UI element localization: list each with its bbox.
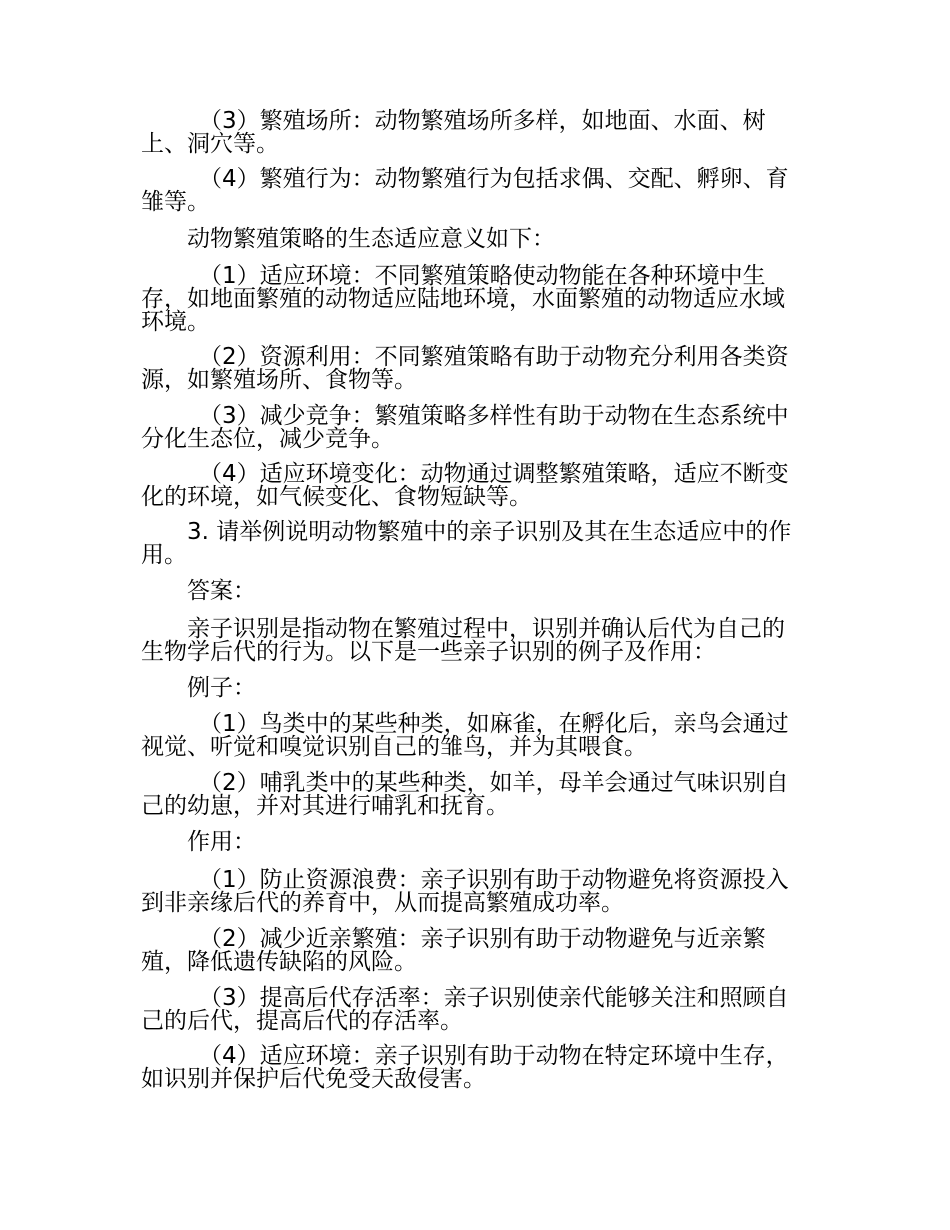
paragraph-breeding-site: （3）繁殖场所：动物繁殖场所多样，如地面、水面、树上、洞穴等。 [141,108,766,157]
function-reduce-inbreeding: （2）减少近亲繁殖：亲子识别有助于动物避免与近亲繁殖，降低遗传缺陷的风险。 [141,926,766,975]
paragraph-ecological-significance-heading: 动物繁殖策略的生态适应意义如下： [187,226,555,252]
paragraph-resource-use: （2）资源利用：不同繁殖策略有助于动物充分利用各类资源，如繁殖场所、食物等。 [141,344,789,393]
function-improve-survival: （3）提高后代存活率：亲子识别使亲代能够关注和照顾自己的后代，提高后代的存活率。 [141,985,789,1034]
paragraph-breeding-behavior: （4）繁殖行为：动物繁殖行为包括求偶、交配、孵卵、育雏等。 [141,166,789,215]
question-3: 3. 请举例说明动物繁殖中的亲子识别及其在生态适应中的作用。 [141,519,792,568]
paragraph-adapt-environment: （1）适应环境：不同繁殖策略使动物能在各种环境中生存，如地面繁殖的动物适应陆地环境，水面繁殖的动物适应水域环境。 [141,263,785,335]
answer-label: 答案： [187,578,256,604]
example-birds: （1）鸟类中的某些种类，如麻雀，在孵化后，亲鸟会通过视觉、听觉和嗅觉识别自己的雏鸟，并为其喂食。 [141,711,789,760]
function-prevent-waste: （1）防止资源浪费：亲子识别有助于动物避免将资源投入到非亲缘后代的养育中，从而提高繁殖成功率。 [141,867,789,916]
paragraph-parent-offspring-definition: 亲子识别是指动物在繁殖过程中，识别并确认后代为自己的生物学后代的行为。以下是一些亲子识别的例子及作用： [141,616,785,665]
examples-label: 例子： [187,675,256,701]
function-adapt-environment: （4）适应环境：亲子识别有助于动物在特定环境中生存，如识别并保护后代免受天敌侵害。 [141,1043,789,1092]
example-mammals: （2）哺乳类中的某些种类，如羊，母羊会通过气味识别自己的幼崽，并对其进行哺乳和抚育。 [141,770,789,819]
paragraph-reduce-competition: （3）减少竞争：繁殖策略多样性有助于动物在生态系统中分化生态位，减少竞争。 [141,403,789,452]
paragraph-adapt-change: （4）适应环境变化：动物通过调整繁殖策略，适应不断变化的环境，如气候变化、食物短缺等。 [141,461,789,510]
functions-label: 作用： [187,829,256,855]
